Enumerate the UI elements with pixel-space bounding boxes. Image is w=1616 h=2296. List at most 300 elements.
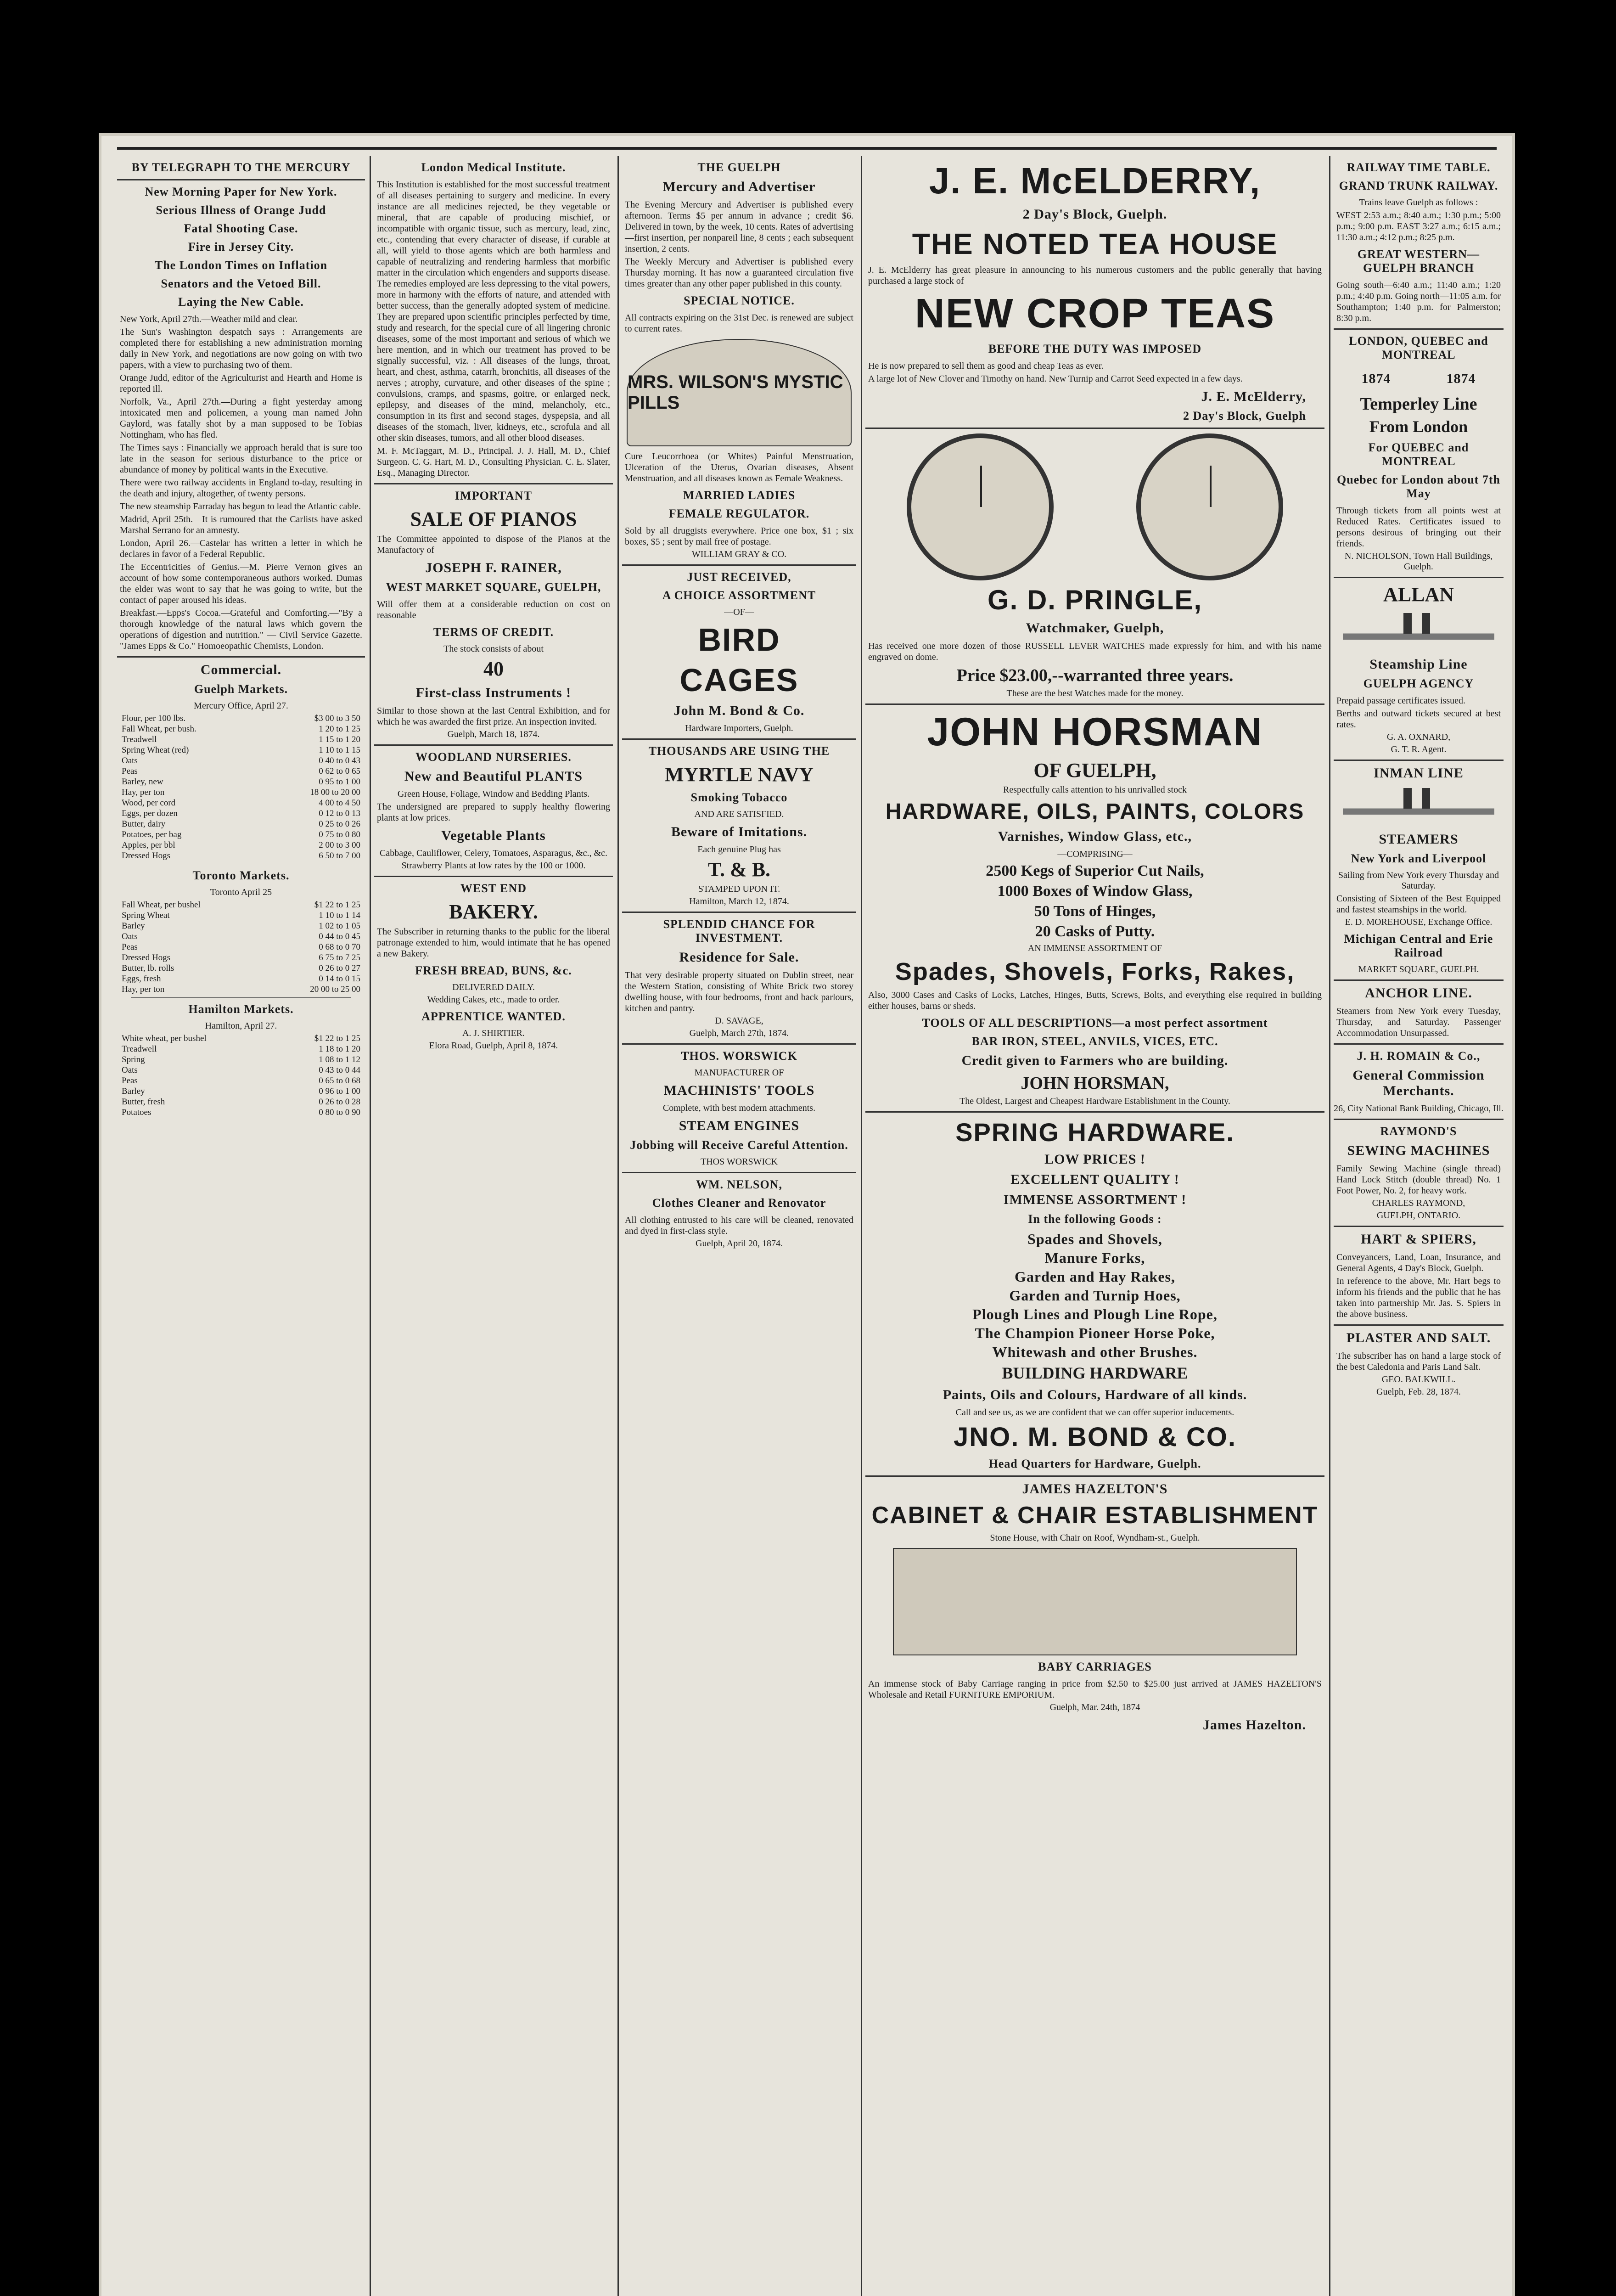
headline: Serious Illness of Orange Judd [156,203,326,217]
ad-title: PLASTER AND SALT. [1346,1330,1491,1345]
ad-title: JNO. M. BOND & CO. [953,1422,1237,1452]
commodity-name: Butter, fresh [122,1097,165,1107]
commodity-price: 1 15 to 1 20 [319,735,360,744]
ad-date: Guelph, Feb. 28, 1874. [1376,1387,1461,1397]
ad-signature: E. D. MOREHOUSE, Exchange Office. [1345,917,1493,927]
headline: New Morning Paper for New York. [145,185,337,198]
commodity-price: 18 00 to 20 00 [310,788,360,797]
ad-heading: WOODLAND NURSERIES. [415,750,572,764]
commodity-price: 0 40 to 0 43 [319,756,360,765]
commodity-price: 0 68 to 0 70 [319,942,360,952]
divider [622,1172,856,1173]
ad-title: BAKERY. [449,900,538,923]
commodity-name: Peas [122,1076,138,1086]
ad-address: MARKET SQUARE, GUELPH. [1358,964,1479,974]
ad-subheading: Beware of Imitations. [671,824,808,839]
ad-number: 40 [483,658,504,680]
ad-name: JOSEPH F. RAINER, [425,560,562,575]
ad-heading: RAYMOND'S [1380,1125,1457,1138]
commodity-name: Dressed Hogs [122,953,171,962]
ad-body: Through tickets from all points west at Reduced Rates. Certificates issued to persons desirous of bringing out their friends. [1336,506,1501,549]
ad-title: G. D. PRINGLE, [987,585,1203,615]
divider [622,564,856,566]
divider [374,483,613,484]
ad-body: In reference to the above, Mr. Hart begs to inform his friends and the public that he has taken into partnership Mr. Jas. S. Spiers in the above business. [1336,1276,1501,1319]
ad-body: Will offer them at a considerable reduction on cost on reasonable [377,599,610,620]
market-row [117,900,365,910]
ad-date: Guelph, March 27th, 1874. [689,1028,789,1038]
ad-subheading: Quebec for London about 7th May [1337,473,1500,500]
market-row [117,963,365,974]
ad-heading: WEST END [460,882,527,895]
commodity-price: 0 14 to 0 15 [319,974,360,984]
market-row [117,808,365,819]
column-rule [861,156,862,2296]
ad-title: INMAN LINE [1374,765,1464,781]
commodity-name: Butter, lb. rolls [122,963,174,973]
list-item: The Champion Pioneer Horse Poke, [975,1325,1215,1341]
ad-note: The Oldest, Largest and Cheapest Hardware Establishment in the County. [960,1096,1230,1106]
ad-line: 1000 Boxes of Window Glass, [997,883,1193,900]
news-paragraph: The Sun's Washington despatch says : Arrangements are completed there for establishing a new administration morning daily in New York, and negotiations are now going on with two papers, with a view to purchasing two of them. [120,327,362,370]
ad-body: Similar to those shown at the last Central Exhibition, and for which he was awarded the first prize. An inspection invited. [377,706,610,727]
market-row [117,1065,365,1075]
market-row [117,921,365,931]
divider [622,912,856,913]
ad-subtitle: OF GUELPH, [1033,759,1156,782]
news-paragraph: The new steamship Farraday has begun to lead the Atlantic cable. [120,501,361,512]
market-heading: Guelph Markets. [194,682,288,696]
ad-signature: J. E. McElderry, [1201,389,1306,404]
ad-signature: THOS WORSWICK [701,1157,778,1167]
news-paragraph: Breakfast.—Epps's Cocoa.—Grateful and Comforting.—"By a thorough knowledge of the natural laws which govern the operations of digestion and nutrition." — Civil Service Gazette. "James Epps & Co." Homoeopathic Chemists, London. [120,608,362,651]
watch-movement-icon [1136,433,1283,580]
ad-subtitle: MANUFACTURER OF [694,1068,784,1078]
commodity-name: Fall Wheat, per bushel [122,900,201,910]
news-paragraph: Orange Judd, editor of the Agriculturist and Hearth and Home is reported ill. [120,373,362,394]
market-date: Toronto April 25 [210,887,272,897]
ad-title: HARDWARE, OILS, PAINTS, COLORS [885,799,1305,824]
ad-signature: A. J. SHIRTIER. [462,1028,525,1038]
ad-date: Guelph, April 20, 1874. [696,1238,783,1249]
ad-title: JOHN HORSMAN [927,710,1263,754]
commodity-price: 0 25 to 0 26 [319,819,360,829]
commodity-name: Hay, per ton [122,985,165,994]
ad-heading: JAMES HAZELTON'S [1022,1481,1168,1497]
commodity-price: 4 00 to 4 50 [319,798,360,808]
year: 1874 [1446,371,1476,386]
ad-title: NEW CROP TEAS [915,291,1275,337]
market-row [117,713,365,724]
commodity-price: 1 08 to 1 12 [319,1055,360,1064]
ad-address: 2 Day's Block, Guelph. [1022,207,1167,222]
ad-subheading: Watchmaker, Guelph, [1026,620,1164,636]
ad-subheading: Head Quarters for Hardware, Guelph. [988,1457,1201,1470]
column-large-ads [865,156,1324,2296]
commodity-price: 0 26 to 0 27 [319,963,360,973]
section-heading: Mercury and Advertiser [662,179,816,194]
commodity-price: 1 18 to 1 20 [319,1044,360,1054]
ad-subtitle: Hardware Importers, Guelph. [685,723,793,733]
ad-heading: THOUSANDS ARE USING THE [648,744,830,758]
market-row [117,829,365,840]
newspaper-page [99,133,1515,2296]
commodity-name: Eggs, fresh [122,974,161,984]
commodity-name: Spring Wheat [122,911,170,920]
ad-heading: JUST RECEIVED, [687,570,791,584]
ad-title: STEAMERS [1379,832,1459,847]
market-heading: Hamilton Markets. [188,1002,294,1016]
news-paragraph: The Eccentricities of Genius.—M. Pierre Vernon gives an account of how some contemporaneous authors worked. Dumas the elder was wont to say that he was going to write, but the contact of paper aroused his ideas. [120,562,362,605]
ad-body: Consisting of Sixteen of the Best Equipped and fastest steamships in the world. [1336,894,1501,915]
ad-heading: J. H. ROMAIN & Co., [1357,1049,1481,1063]
market-row [117,974,365,984]
ad-subheading: BAR IRON, STEEL, ANVILS, VICES, ETC. [971,1035,1218,1048]
commodity-name: Potatoes [122,1108,152,1117]
ad-title: Vegetable Plants [441,828,546,843]
ad-subheading: FRESH BREAD, BUNS, &c. [415,964,572,977]
headline: Laying the New Cable. [178,295,304,309]
divider [1334,979,1504,981]
column-railway-steamers [1334,156,1504,2296]
news-paragraph: New York, April 27th.—Weather mild and clear. [120,314,298,324]
commodity-name: Oats [122,1065,138,1075]
ad-body: He is now prepared to sell them as good and cheap Teas as ever. [868,361,1104,371]
ad-subtitle: STAMPED UPON IT. [698,884,780,894]
ad-body: All clothing entrusted to his care will be cleaned, renovated and dyed in first-class style. [625,1215,853,1236]
ad-heading: LONDON, QUEBEC and MONTREAL [1349,334,1488,361]
ad-subtitle: —COMPRISING— [1057,849,1133,859]
ad-subtitle: Respectfully calls attention to his unrivalled stock [1003,785,1187,795]
section-heading: THE GUELPH [697,161,781,174]
ad-body: The Subscriber in returning thanks to the public for the liberal patronage extended to him, would intimate that he has opened a new Bakery. [377,927,610,959]
ad-name: John M. Bond & Co. [673,703,805,718]
ad-subtitle: AN IMMENSE ASSORTMENT OF [1027,943,1162,953]
ad-body: The stock consists of about [443,644,544,654]
commodity-name: Oats [122,932,138,941]
ad-body: An immense stock of Baby Carriage ranging in price from $2.50 to $25.00 just arrived at JAMES HAZELTON'S Wholesale and Retail FURNITURE EMPORIUM. [868,1679,1322,1700]
commodity-price: 0 44 to 0 45 [319,932,360,941]
ad-signature: WILLIAM GRAY & CO. [691,549,787,559]
ad-title: New and Beautiful PLANTS [404,769,583,784]
commodity-name: White wheat, per bushel [122,1034,207,1043]
ad-subtitle: Strawberry Plants at low rates by the 100 or 1000. [401,861,586,871]
masthead-rule [117,147,1497,150]
commodity-price: $1 22 to 1 25 [314,900,360,910]
ad-line: 50 Tons of Hinges, [1034,903,1156,920]
commodity-price: 2 00 to 3 00 [319,840,360,850]
ad-subtitle: AND ARE SATISFIED. [694,809,784,819]
spring-goods-list [865,1231,1324,1361]
market-row [117,931,365,942]
section-heading: BY TELEGRAPH TO THE MERCURY [131,161,351,174]
ad-signature: JOHN HORSMAN, [1021,1074,1169,1093]
ad-title: STEAM ENGINES [679,1118,800,1133]
news-paragraph: Madrid, April 25th.—It is rumoured that the Carlists have asked Marshal Serrano for an amnesty. [120,514,362,535]
ad-body: Cure Leucorrhoea (or Whites) Painful Menstruation, Ulceration of the Uterus, Ovarian diseases, Absent Menstruation, and all diseases known as Female Weakness. [625,451,853,484]
commodity-price: 1 20 to 1 25 [319,724,360,734]
hamilton-market-table [117,1033,365,1118]
column-rule [370,156,371,2296]
commodity-name: Barley [122,921,145,931]
commodity-price: $3 00 to 3 50 [314,714,360,723]
ad-subtitle: Wedding Cakes, etc., made to order. [427,995,560,1005]
ad-address: GUELPH, ONTARIO. [1376,1210,1461,1221]
ad-signature: D. SAVAGE, [715,1016,763,1026]
ad-subtitle: Sailing from New York every Thursday and Saturday. [1338,870,1499,891]
market-row [117,1033,365,1044]
ad-subtitle: Cabbage, Cauliflower, Celery, Tomatoes, Asparagus, &c., &c. [379,848,607,858]
ad-title: MACHINISTS' TOOLS [663,1083,815,1098]
divider [374,876,613,877]
commodity-price: 6 50 to 7 00 [319,851,360,861]
ad-body: That very desirable property situated on Dublin street, near the Western Station, consisting of White Brick two storey dwelling house, with four bedrooms, front and back parlours, kitchen and pantry. [625,970,853,1013]
list-item: Manure Forks, [1044,1249,1145,1266]
ad-title: Temperley Line [1360,394,1477,414]
ad-subheading: GREAT WESTERN—GUELPH BRANCH [1357,248,1480,275]
ad-subheading: For QUEBEC and MONTREAL [1368,441,1469,468]
ad-title: First-class Instruments ! [415,685,572,700]
market-heading: Toronto Markets. [192,869,290,882]
ad-title: T. & B. [707,858,771,881]
commodity-price: 0 95 to 1 00 [319,777,360,787]
market-row [117,840,365,850]
ad-title: SALE OF PIANOS [410,508,577,530]
ad-signature: GEO. BALKWILL. [1381,1374,1456,1384]
ad-body: The subscriber has on hand a large stock of the best Caledonia and Paris Land Salt. [1336,1351,1501,1372]
ad-body: All contracts expiring on the 31st Dec. is renewed are subject to current rates. [625,313,853,334]
divider [1334,1119,1504,1120]
market-row [117,910,365,921]
commodity-name: Potatoes, per bag [122,830,182,839]
market-row [117,1097,365,1107]
market-row [117,777,365,787]
column-medical-pianos [374,156,613,2296]
ad-title: Spades, Shovels, Forks, Rakes, [895,958,1295,985]
ad-title: Clothes Cleaner and Renovator [652,1196,826,1210]
commodity-name: Peas [122,942,138,952]
news-paragraph: London, April 26.—Castelar has written a letter in which he declares in favor of a Federal Republic. [120,538,362,559]
divider [374,744,613,746]
furniture-illustration [893,1548,1297,1655]
column-rule [1329,156,1330,2296]
ad-body: M. F. McTaggart, M. D., Principal. J. J. Hall, M. D., Chief Surgeon. C. G. Hart, M. D., Consulting Physician. C. E. Slater, Esq., Managing Director. [377,446,610,478]
divider [622,1043,856,1045]
ad-title: From London [1369,417,1468,436]
ad-body: This Institution is established for the most successful treatment of all diseases pertaining to surgery and medicine. In every instance are all medicines rejected, be they vegetable or mineral, that are capable of producing mischief, or incompatible with organic tissue, such as mercury, lead, zinc, etc., contending that every character of disease, if curable at all, will yield to those agents which are both harmless and capable of neutralizing and rendering harmless that morbific matter in the circulation which engenders and supports disease. The remedies employed are less depressing to the vital powers, more in harmony with the efforts of nature, and attended with better success, than the generally adopted system of medicine. They are prepared upon scientific principles perfected by time, study and research, for the special cure of all lingering chronic diseases, some of the most important and serious of which we here mention, and in which our treatment has proved to be signally successful, viz. : All diseases of the lungs, throat, heart, and chest, asthma, catarrh, bronchitis, all diseases of the nerves ; atrophy, curvature, and other diseases of the spine ; convulsions, cramps, and spasms, goitre, or enlarged neck, epilepsy, and diseases of the mind, melancholy, etc., consumption in its first and second stages, dyspepsia, and all diseases of the stomach, liver, kidneys, etc., scrofula and all other skin diseases, tumors, and all other blood diseases. [377,180,610,443]
ad-signature: CHARLES RAYMOND, [1372,1198,1465,1208]
ad-title: SPRING HARDWARE. [955,1118,1234,1147]
ad-address: 2 Day's Block, Guelph [1183,409,1306,422]
divider [131,997,351,998]
ad-subtitle: Each genuine Plug has [697,844,781,855]
divider [1334,328,1504,330]
ad-subheading: IMMENSE ASSORTMENT ! [1003,1192,1187,1207]
column-telegraph-markets [117,156,365,2296]
watch-face-icon [907,433,1054,580]
commodity-name: Eggs, per dozen [122,809,178,818]
commodity-price: 20 00 to 25 00 [310,985,360,994]
ad-subheading: BEFORE THE DUTY WAS IMPOSED [988,342,1202,355]
market-row [117,984,365,995]
headline: Fatal Shooting Case. [184,222,298,235]
column-rule [617,156,619,2296]
commodity-name: Barley [122,1086,145,1096]
divider [117,656,365,658]
commodity-price: 0 65 to 0 68 [319,1076,360,1086]
ad-body: A large lot of New Clover and Timothy on hand. New Turnip and Carrot Seed expected in a few days. [868,374,1243,384]
ad-subheading: GRAND TRUNK RAILWAY. [1339,179,1498,192]
ad-line: 2500 Kegs of Superior Cut Nails, [986,862,1204,879]
ad-subtitle: DELIVERED DAILY. [452,982,535,992]
market-row [117,1107,365,1118]
market-row [117,1054,365,1065]
ad-body: Sold by all druggists everywhere. Price one box, $1 ; six boxes, $5 ; sent by mail free of postage. [625,526,853,547]
ad-signature: James Hazelton. [1203,1717,1306,1733]
commodity-price: 0 26 to 0 28 [319,1097,360,1107]
ad-title: ANCHOR LINE. [1365,985,1472,1001]
commodity-price: 0 75 to 0 80 [319,830,360,839]
ad-title: CAGES [679,662,799,698]
ad-address: 26, City National Bank Building, Chicago, Ill. [1334,1103,1504,1114]
pills-title: MRS. WILSON'S MYSTIC PILLS [628,372,843,413]
commodity-name: Wood, per cord [122,798,176,808]
commodity-price: 0 62 to 0 65 [319,766,360,776]
market-row [117,942,365,952]
ad-subtitle: —OF— [724,607,754,617]
year-row [1334,366,1504,391]
ad-subheading: LOW PRICES ! [1044,1152,1145,1167]
divider [865,1475,1324,1477]
market-row [117,1086,365,1097]
market-row [117,798,365,808]
steamship-icon [1343,786,1494,827]
ad-subheading: MARRIED LADIES [683,489,796,502]
ad-title: BIRD [698,622,780,658]
commodity-price: 0 96 to 1 00 [319,1086,360,1096]
timetable: Going south—6:40 a.m.; 11:40 a.m.; 1:20 p.m.; 4:40 p.m. Going north—11:05 a.m. for Southampton; 1:40 p.m. for Palmerston; 8:30 p.m. [1336,280,1501,323]
commodity-name: Treadwell [122,1044,157,1054]
commodity-name: Peas [122,766,138,776]
divider [117,179,365,180]
commodity-price: 1 10 to 1 15 [319,745,360,755]
commodity-price: 6 75 to 7 25 [319,953,360,962]
ad-body: Also, 3000 Cases and Casks of Locks, Latches, Hinges, Butts, Screws, Bolts, and everything else required in building either houses, barns or sheds. [868,990,1322,1011]
section-heading: RAILWAY TIME TABLE. [1347,161,1491,174]
ad-body: The Weekly Mercury and Advertiser is published every Thursday morning. It has now a guaranteed circulation five times greater than any other paper published in this county. [625,257,853,289]
ad-subheading: TOOLS OF ALL DESCRIPTIONS—a most perfect assortment [922,1016,1268,1030]
ad-subtitle: Stone House, with Chair on Roof, Wyndham-st., Guelph. [990,1533,1200,1543]
column-mercury-ads [622,156,856,2296]
market-row [117,952,365,963]
ad-heading: IMPORTANT [455,489,532,502]
commercial-heading: Commercial. [200,662,282,677]
ad-body: Berths and outward tickets secured at best rates. [1336,709,1501,730]
ad-subheading: SPECIAL NOTICE. [684,294,795,307]
ad-body: Prepaid passage certificates issued. [1336,696,1466,706]
ad-body: Family Sewing Machine (single thread) Hand Lock Stitch (double thread) No. 1 Foot Power, No. 2, for heavy work. [1336,1164,1501,1196]
ad-heading: THOS. WORSWICK [681,1049,797,1063]
ad-subheading: A CHOICE ASSORTMENT [662,589,816,602]
divider [865,703,1324,705]
list-item: Garden and Hay Rakes, [1015,1268,1175,1285]
watch-illustration [865,433,1324,580]
commodity-price: 1 02 to 1 05 [319,921,360,931]
ad-subheading: APPRENTICE WANTED. [421,1010,566,1023]
ad-subheading: New York and Liverpool [1351,852,1487,865]
market-date: Hamilton, April 27. [205,1021,277,1031]
ad-body: Steamers from New York every Tuesday, Thursday, and Saturday. Passenger Accommodation Unsurpassed. [1336,1006,1501,1038]
ad-subheading: Varnishes, Window Glass, etc., [998,829,1192,844]
market-row [117,850,365,861]
market-row [117,724,365,734]
list-item: Garden and Turnip Hoes, [1009,1287,1181,1304]
market-row [117,734,365,745]
ad-date: Guelph, March 18, 1874. [447,729,540,739]
ad-subheading: Michigan Central and Erie Railroad [1344,932,1493,959]
ad-title: SEWING MACHINES [1347,1143,1490,1158]
year: 1874 [1361,371,1391,386]
ad-subtitle: Green House, Foliage, Window and Bedding Plants. [397,789,590,799]
mystic-pills-illustration [627,339,852,446]
ad-line: 20 Casks of Putty. [1035,923,1155,940]
market-row [117,745,365,755]
ad-title: J. E. McELDERRY, [929,160,1261,201]
market-row [117,1075,365,1086]
ad-subheading: EXCELLENT QUALITY ! [1010,1172,1179,1187]
guelph-market-table [117,713,365,861]
ad-heading: SPLENDID CHANCE FOR INVESTMENT. [663,917,815,945]
list-item: Whitewash and other Brushes. [992,1344,1198,1360]
commodity-name: Hay, per ton [122,788,165,797]
ad-date: Guelph, Mar. 24th, 1874 [1049,1702,1140,1712]
ad-price: Price $23.00,--warranted three years. [956,666,1234,685]
ad-subheading: FEMALE REGULATOR. [668,507,810,520]
ad-title: THE NOTED TEA HOUSE [912,227,1278,260]
market-row [117,755,365,766]
ad-date: Hamilton, March 12, 1874. [689,896,789,906]
ad-signature: N. NICHOLSON, Town Hall Buildings, Guelph. [1344,551,1493,572]
commodity-price: 0 43 to 0 44 [319,1065,360,1075]
ad-title: General Commission Merchants. [1352,1068,1485,1098]
ad-subheading: Smoking Tobacco [690,791,788,804]
ad-body: Has received one more dozen of those RUSSELL LEVER WATCHES made expressly for him, and with his name engraved on dome. [868,641,1322,662]
commodity-name: Spring Wheat (red) [122,745,189,755]
ad-title: MYRTLE NAVY [664,763,814,786]
commodity-price: 1 10 to 1 14 [319,911,360,920]
commodity-name: Apples, per bbl [122,840,175,850]
ad-body: The undersigned are prepared to supply healthy flowering plants at low prices. [377,802,610,823]
toronto-market-table [117,900,365,995]
headline: Senators and the Vetoed Bill. [161,277,321,290]
ad-note: These are the best Watches made for the money. [1006,688,1184,698]
news-paragraph: The Times says : Financially we approach herald that is sure too late in the season for serious disturbance to the price or abundance of money by political wants in the Executive. [120,443,362,475]
ad-date: Elora Road, Guelph, April 8, 1874. [429,1041,558,1051]
ad-address: WEST MARKET SQUARE, GUELPH, [386,580,601,594]
divider [1334,577,1504,578]
ad-title: Residence for Sale. [679,950,799,965]
market-date: Mercury Office, April 27. [194,701,288,711]
market-row [117,787,365,798]
ad-heading: WM. NELSON, [696,1178,782,1191]
divider [622,738,856,740]
commodity-name: Butter, dairy [122,819,166,829]
divider [865,1111,1324,1113]
ad-body: The Evening Mercury and Advertiser is published every afternoon. Terms $5 per annum in advance ; credit $6. Delivered in town, by the week, 10 cents. Rates of advertising—first insertion, per nonpareil line, 8 cents ; each subsequent insertion, 2 cents. [625,200,853,254]
market-row [117,819,365,829]
list-item: Spades and Shovels, [1027,1231,1162,1247]
headline: The London Times on Inflation [154,259,328,272]
